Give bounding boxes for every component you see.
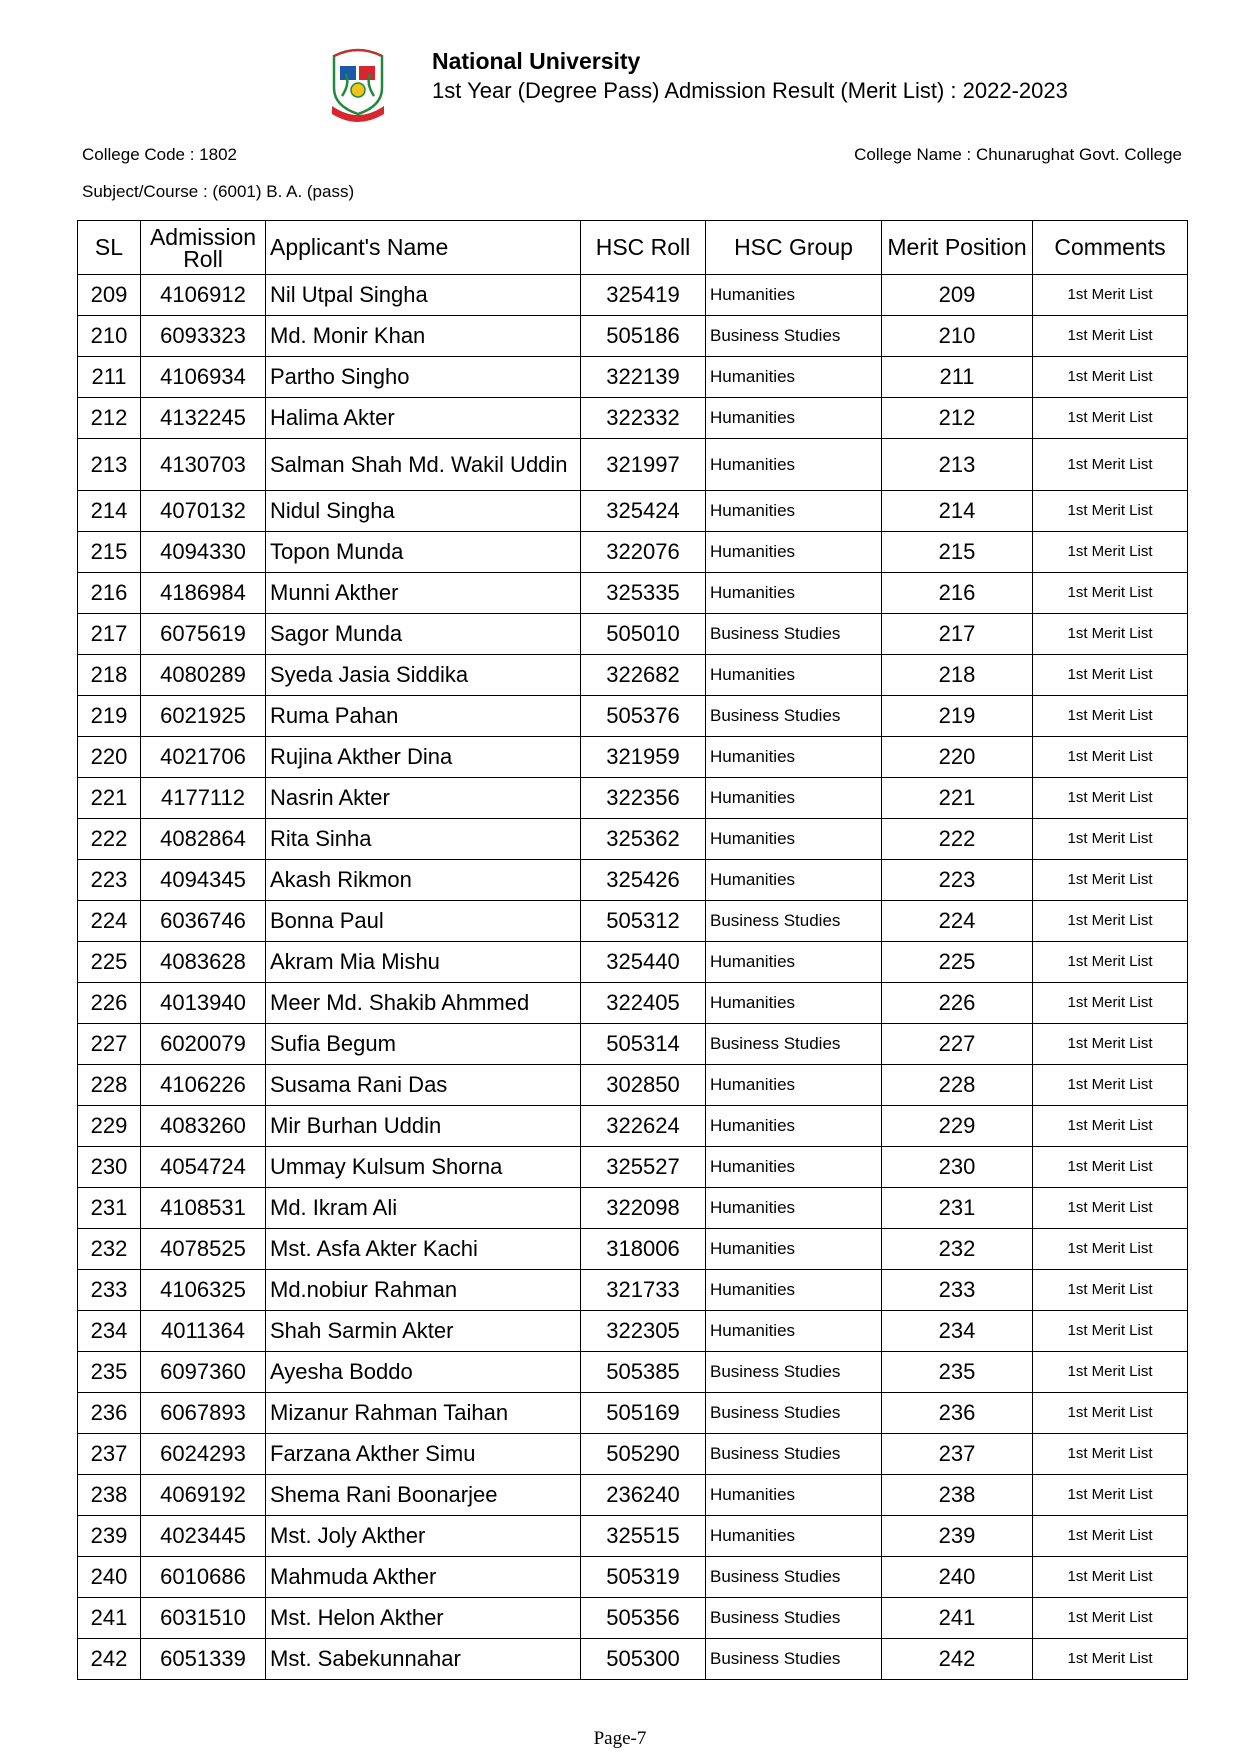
cell-hsc-roll: 321997 bbox=[581, 439, 706, 491]
cell-hsc-roll: 505169 bbox=[581, 1393, 706, 1434]
cell-comments: 1st Merit List bbox=[1033, 1516, 1188, 1557]
cell-comments: 1st Merit List bbox=[1033, 860, 1188, 901]
cell-sl: 221 bbox=[78, 778, 141, 819]
result-subtitle: 1st Year (Degree Pass) Admission Result (Merit List) : 2022-2023 bbox=[432, 78, 1068, 103]
table-row bbox=[78, 1229, 1188, 1270]
cell-hsc-group: Business Studies bbox=[706, 1434, 882, 1475]
cell-comments: 1st Merit List bbox=[1033, 1229, 1188, 1270]
cell-hsc-group: Business Studies bbox=[706, 1639, 882, 1680]
cell-hsc-roll: 325515 bbox=[581, 1516, 706, 1557]
cell-hsc-group: Business Studies bbox=[706, 1352, 882, 1393]
cell-sl: 213 bbox=[78, 439, 141, 491]
cell-hsc-group: Humanities bbox=[706, 573, 882, 614]
cell-admission-roll: 4013940 bbox=[141, 983, 266, 1024]
cell-hsc-roll: 302850 bbox=[581, 1065, 706, 1106]
cell-admission-roll: 4094330 bbox=[141, 532, 266, 573]
cell-merit-position: 213 bbox=[882, 439, 1033, 491]
cell-sl: 223 bbox=[78, 860, 141, 901]
cell-comments: 1st Merit List bbox=[1033, 655, 1188, 696]
cell-comments: 1st Merit List bbox=[1033, 1352, 1188, 1393]
cell-hsc-roll: 322076 bbox=[581, 532, 706, 573]
cell-comments: 1st Merit List bbox=[1033, 819, 1188, 860]
cell-sl: 231 bbox=[78, 1188, 141, 1229]
cell-admission-roll: 6010686 bbox=[141, 1557, 266, 1598]
cell-hsc-roll: 325419 bbox=[581, 275, 706, 316]
cell-merit-position: 235 bbox=[882, 1352, 1033, 1393]
table-row bbox=[78, 1639, 1188, 1680]
table-row bbox=[78, 275, 1188, 316]
table-row bbox=[78, 1434, 1188, 1475]
column-header-comments: Comments bbox=[1033, 221, 1188, 275]
cell-sl: 225 bbox=[78, 942, 141, 983]
cell-hsc-group: Humanities bbox=[706, 942, 882, 983]
cell-merit-position: 221 bbox=[882, 778, 1033, 819]
table-row bbox=[78, 1516, 1188, 1557]
cell-sl: 209 bbox=[78, 275, 141, 316]
cell-merit-position: 233 bbox=[882, 1270, 1033, 1311]
cell-applicant-name: Mst. Sabekunnahar bbox=[266, 1639, 581, 1680]
cell-hsc-group: Humanities bbox=[706, 819, 882, 860]
cell-applicant-name: Salman Shah Md. Wakil Uddin bbox=[266, 439, 581, 491]
cell-comments: 1st Merit List bbox=[1033, 275, 1188, 316]
cell-hsc-roll: 505385 bbox=[581, 1352, 706, 1393]
college-name: College Name : Chunarughat Govt. College bbox=[854, 145, 1182, 164]
cell-applicant-name: Ummay Kulsum Shorna bbox=[266, 1147, 581, 1188]
cell-merit-position: 226 bbox=[882, 983, 1033, 1024]
table-row bbox=[78, 1065, 1188, 1106]
cell-admission-roll: 4132245 bbox=[141, 398, 266, 439]
cell-merit-position: 240 bbox=[882, 1557, 1033, 1598]
cell-admission-roll: 4177112 bbox=[141, 778, 266, 819]
cell-merit-position: 214 bbox=[882, 491, 1033, 532]
cell-comments: 1st Merit List bbox=[1033, 1639, 1188, 1680]
cell-hsc-group: Humanities bbox=[706, 532, 882, 573]
cell-sl: 226 bbox=[78, 983, 141, 1024]
cell-hsc-group: Humanities bbox=[706, 1065, 882, 1106]
cell-sl: 214 bbox=[78, 491, 141, 532]
cell-comments: 1st Merit List bbox=[1033, 1557, 1188, 1598]
cell-applicant-name: Ayesha Boddo bbox=[266, 1352, 581, 1393]
cell-hsc-roll: 322356 bbox=[581, 778, 706, 819]
cell-admission-roll: 6093323 bbox=[141, 316, 266, 357]
cell-hsc-group: Humanities bbox=[706, 655, 882, 696]
cell-merit-position: 222 bbox=[882, 819, 1033, 860]
cell-applicant-name: Shah Sarmin Akter bbox=[266, 1311, 581, 1352]
cell-admission-roll: 6075619 bbox=[141, 614, 266, 655]
cell-merit-position: 218 bbox=[882, 655, 1033, 696]
cell-merit-position: 237 bbox=[882, 1434, 1033, 1475]
cell-admission-roll: 4083260 bbox=[141, 1106, 266, 1147]
table-row bbox=[78, 1311, 1188, 1352]
cell-hsc-group: Humanities bbox=[706, 398, 882, 439]
cell-hsc-group: Business Studies bbox=[706, 901, 882, 942]
cell-admission-roll: 6020079 bbox=[141, 1024, 266, 1065]
cell-comments: 1st Merit List bbox=[1033, 1598, 1188, 1639]
cell-comments: 1st Merit List bbox=[1033, 532, 1188, 573]
cell-merit-position: 209 bbox=[882, 275, 1033, 316]
college-code: College Code : 1802 bbox=[82, 145, 238, 164]
cell-admission-roll: 6024293 bbox=[141, 1434, 266, 1475]
cell-hsc-group: Humanities bbox=[706, 491, 882, 532]
cell-comments: 1st Merit List bbox=[1033, 778, 1188, 819]
cell-sl: 211 bbox=[78, 357, 141, 398]
cell-sl: 234 bbox=[78, 1311, 141, 1352]
cell-merit-position: 210 bbox=[882, 316, 1033, 357]
cell-hsc-roll: 322405 bbox=[581, 983, 706, 1024]
cell-applicant-name: Md. Monir Khan bbox=[266, 316, 581, 357]
subject-course: Subject/Course : (6001) B. A. (pass) bbox=[82, 182, 355, 201]
cell-hsc-group: Business Studies bbox=[706, 1024, 882, 1065]
cell-comments: 1st Merit List bbox=[1033, 1065, 1188, 1106]
cell-applicant-name: Rita Sinha bbox=[266, 819, 581, 860]
cell-comments: 1st Merit List bbox=[1033, 1188, 1188, 1229]
admission-roll-header-text: Admission Roll bbox=[149, 223, 257, 272]
cell-merit-position: 220 bbox=[882, 737, 1033, 778]
cell-merit-position: 219 bbox=[882, 696, 1033, 737]
cell-admission-roll: 4070132 bbox=[141, 491, 266, 532]
cell-admission-roll: 6036746 bbox=[141, 901, 266, 942]
table-row bbox=[78, 614, 1188, 655]
cell-comments: 1st Merit List bbox=[1033, 1106, 1188, 1147]
cell-applicant-name: Akash Rikmon bbox=[266, 860, 581, 901]
cell-sl: 220 bbox=[78, 737, 141, 778]
cell-comments: 1st Merit List bbox=[1033, 398, 1188, 439]
cell-sl: 236 bbox=[78, 1393, 141, 1434]
cell-sl: 239 bbox=[78, 1516, 141, 1557]
cell-merit-position: 211 bbox=[882, 357, 1033, 398]
cell-hsc-group: Humanities bbox=[706, 1516, 882, 1557]
cell-sl: 227 bbox=[78, 1024, 141, 1065]
cell-merit-position: 242 bbox=[882, 1639, 1033, 1680]
cell-hsc-roll: 505356 bbox=[581, 1598, 706, 1639]
cell-merit-position: 224 bbox=[882, 901, 1033, 942]
cell-applicant-name: Sagor Munda bbox=[266, 614, 581, 655]
cell-sl: 210 bbox=[78, 316, 141, 357]
cell-admission-roll: 6097360 bbox=[141, 1352, 266, 1393]
cell-comments: 1st Merit List bbox=[1033, 1024, 1188, 1065]
cell-admission-roll: 4069192 bbox=[141, 1475, 266, 1516]
cell-applicant-name: Ruma Pahan bbox=[266, 696, 581, 737]
cell-applicant-name: Rujina Akther Dina bbox=[266, 737, 581, 778]
cell-merit-position: 223 bbox=[882, 860, 1033, 901]
cell-admission-roll: 4130703 bbox=[141, 439, 266, 491]
cell-comments: 1st Merit List bbox=[1033, 901, 1188, 942]
table-row bbox=[78, 778, 1188, 819]
table-row bbox=[78, 1188, 1188, 1229]
cell-admission-roll: 6067893 bbox=[141, 1393, 266, 1434]
cell-comments: 1st Merit List bbox=[1033, 1147, 1188, 1188]
table-row bbox=[78, 532, 1188, 573]
table-row bbox=[78, 316, 1188, 357]
table-row bbox=[78, 1598, 1188, 1639]
table-row bbox=[78, 1475, 1188, 1516]
cell-hsc-group: Humanities bbox=[706, 275, 882, 316]
cell-applicant-name: Halima Akter bbox=[266, 398, 581, 439]
cell-hsc-group: Business Studies bbox=[706, 1393, 882, 1434]
table-row bbox=[78, 1147, 1188, 1188]
cell-hsc-group: Humanities bbox=[706, 1475, 882, 1516]
cell-merit-position: 229 bbox=[882, 1106, 1033, 1147]
cell-sl: 233 bbox=[78, 1270, 141, 1311]
table-row bbox=[78, 1352, 1188, 1393]
cell-hsc-group: Humanities bbox=[706, 1188, 882, 1229]
cell-hsc-roll: 325424 bbox=[581, 491, 706, 532]
cell-hsc-group: Humanities bbox=[706, 1270, 882, 1311]
cell-applicant-name: Shema Rani Boonarjee bbox=[266, 1475, 581, 1516]
cell-hsc-group: Business Studies bbox=[706, 1598, 882, 1639]
table-body bbox=[78, 275, 1188, 1680]
column-header-hsc-group: HSC Group bbox=[706, 221, 882, 275]
cell-sl: 215 bbox=[78, 532, 141, 573]
cell-hsc-group: Business Studies bbox=[706, 696, 882, 737]
table-row bbox=[78, 439, 1188, 491]
cell-hsc-group: Business Studies bbox=[706, 614, 882, 655]
cell-admission-roll: 4023445 bbox=[141, 1516, 266, 1557]
cell-admission-roll: 4106934 bbox=[141, 357, 266, 398]
cell-hsc-roll: 505312 bbox=[581, 901, 706, 942]
cell-sl: 217 bbox=[78, 614, 141, 655]
cell-sl: 219 bbox=[78, 696, 141, 737]
cell-hsc-group: Humanities bbox=[706, 1311, 882, 1352]
cell-sl: 222 bbox=[78, 819, 141, 860]
cell-merit-position: 241 bbox=[882, 1598, 1033, 1639]
cell-sl: 241 bbox=[78, 1598, 141, 1639]
cell-comments: 1st Merit List bbox=[1033, 942, 1188, 983]
cell-applicant-name: Nil Utpal Singha bbox=[266, 275, 581, 316]
cell-merit-position: 236 bbox=[882, 1393, 1033, 1434]
cell-comments: 1st Merit List bbox=[1033, 1393, 1188, 1434]
cell-sl: 232 bbox=[78, 1229, 141, 1270]
cell-hsc-roll: 505300 bbox=[581, 1639, 706, 1680]
cell-merit-position: 232 bbox=[882, 1229, 1033, 1270]
cell-merit-position: 216 bbox=[882, 573, 1033, 614]
cell-applicant-name: Bonna Paul bbox=[266, 901, 581, 942]
cell-sl: 237 bbox=[78, 1434, 141, 1475]
cell-comments: 1st Merit List bbox=[1033, 316, 1188, 357]
cell-merit-position: 234 bbox=[882, 1311, 1033, 1352]
cell-admission-roll: 6031510 bbox=[141, 1598, 266, 1639]
cell-applicant-name: Md.nobiur Rahman bbox=[266, 1270, 581, 1311]
cell-hsc-group: Humanities bbox=[706, 778, 882, 819]
table-row bbox=[78, 860, 1188, 901]
cell-applicant-name: Partho Singho bbox=[266, 357, 581, 398]
cell-merit-position: 227 bbox=[882, 1024, 1033, 1065]
column-header-applicant-name: Applicant's Name bbox=[266, 221, 581, 275]
cell-applicant-name: Mir Burhan Uddin bbox=[266, 1106, 581, 1147]
cell-admission-roll: 4106226 bbox=[141, 1065, 266, 1106]
cell-applicant-name: Munni Akther bbox=[266, 573, 581, 614]
table-row bbox=[78, 696, 1188, 737]
university-title: National University bbox=[432, 48, 641, 74]
cell-applicant-name: Susama Rani Das bbox=[266, 1065, 581, 1106]
cell-applicant-name: Md. Ikram Ali bbox=[266, 1188, 581, 1229]
cell-hsc-roll: 505376 bbox=[581, 696, 706, 737]
cell-hsc-group: Humanities bbox=[706, 1229, 882, 1270]
table-row bbox=[78, 901, 1188, 942]
column-header-sl: SL bbox=[78, 221, 141, 275]
cell-comments: 1st Merit List bbox=[1033, 1311, 1188, 1352]
cell-admission-roll: 4021706 bbox=[141, 737, 266, 778]
cell-comments: 1st Merit List bbox=[1033, 1270, 1188, 1311]
cell-hsc-roll: 322139 bbox=[581, 357, 706, 398]
cell-hsc-group: Humanities bbox=[706, 860, 882, 901]
table-row bbox=[78, 655, 1188, 696]
cell-merit-position: 239 bbox=[882, 1516, 1033, 1557]
cell-hsc-roll: 322682 bbox=[581, 655, 706, 696]
cell-admission-roll: 4078525 bbox=[141, 1229, 266, 1270]
cell-comments: 1st Merit List bbox=[1033, 1475, 1188, 1516]
cell-admission-roll: 4186984 bbox=[141, 573, 266, 614]
cell-merit-position: 212 bbox=[882, 398, 1033, 439]
cell-merit-position: 217 bbox=[882, 614, 1033, 655]
cell-hsc-roll: 505186 bbox=[581, 316, 706, 357]
cell-hsc-group: Business Studies bbox=[706, 1557, 882, 1598]
header-titles bbox=[432, 46, 1068, 106]
cell-hsc-roll: 505319 bbox=[581, 1557, 706, 1598]
cell-hsc-roll: 321959 bbox=[581, 737, 706, 778]
cell-hsc-roll: 325527 bbox=[581, 1147, 706, 1188]
cell-sl: 235 bbox=[78, 1352, 141, 1393]
cell-applicant-name: Nidul Singha bbox=[266, 491, 581, 532]
cell-admission-roll: 4094345 bbox=[141, 860, 266, 901]
cell-hsc-roll: 505290 bbox=[581, 1434, 706, 1475]
table-row bbox=[78, 1106, 1188, 1147]
cell-hsc-group: Humanities bbox=[706, 983, 882, 1024]
table-row bbox=[78, 357, 1188, 398]
cell-merit-position: 230 bbox=[882, 1147, 1033, 1188]
cell-admission-roll: 4106325 bbox=[141, 1270, 266, 1311]
cell-sl: 212 bbox=[78, 398, 141, 439]
cell-comments: 1st Merit List bbox=[1033, 573, 1188, 614]
cell-sl: 224 bbox=[78, 901, 141, 942]
cell-hsc-roll: 325335 bbox=[581, 573, 706, 614]
column-header-admission-roll bbox=[141, 221, 266, 275]
cell-sl: 240 bbox=[78, 1557, 141, 1598]
cell-hsc-group: Business Studies bbox=[706, 316, 882, 357]
cell-applicant-name: Mst. Joly Akther bbox=[266, 1516, 581, 1557]
cell-hsc-group: Humanities bbox=[706, 1147, 882, 1188]
cell-admission-roll: 4082864 bbox=[141, 819, 266, 860]
cell-hsc-roll: 322305 bbox=[581, 1311, 706, 1352]
cell-comments: 1st Merit List bbox=[1033, 491, 1188, 532]
cell-admission-roll: 4108531 bbox=[141, 1188, 266, 1229]
cell-admission-roll: 4083628 bbox=[141, 942, 266, 983]
cell-admission-roll: 6051339 bbox=[141, 1639, 266, 1680]
cell-applicant-name: Mst. Helon Akther bbox=[266, 1598, 581, 1639]
cell-applicant-name: Farzana Akther Simu bbox=[266, 1434, 581, 1475]
cell-comments: 1st Merit List bbox=[1033, 696, 1188, 737]
cell-merit-position: 228 bbox=[882, 1065, 1033, 1106]
cell-hsc-group: Humanities bbox=[706, 737, 882, 778]
cell-hsc-roll: 505010 bbox=[581, 614, 706, 655]
cell-hsc-group: Humanities bbox=[706, 357, 882, 398]
cell-admission-roll: 4106912 bbox=[141, 275, 266, 316]
table-row bbox=[78, 942, 1188, 983]
cell-merit-position: 215 bbox=[882, 532, 1033, 573]
cell-hsc-roll: 505314 bbox=[581, 1024, 706, 1065]
table-row bbox=[78, 1393, 1188, 1434]
cell-applicant-name: Akram Mia Mishu bbox=[266, 942, 581, 983]
cell-comments: 1st Merit List bbox=[1033, 357, 1188, 398]
table-row bbox=[78, 491, 1188, 532]
cell-merit-position: 238 bbox=[882, 1475, 1033, 1516]
cell-hsc-roll: 322098 bbox=[581, 1188, 706, 1229]
cell-hsc-roll: 325440 bbox=[581, 942, 706, 983]
cell-comments: 1st Merit List bbox=[1033, 737, 1188, 778]
cell-admission-roll: 4011364 bbox=[141, 1311, 266, 1352]
cell-applicant-name: Mahmuda Akther bbox=[266, 1557, 581, 1598]
cell-merit-position: 225 bbox=[882, 942, 1033, 983]
cell-applicant-name: Mizanur Rahman Taihan bbox=[266, 1393, 581, 1434]
cell-sl: 229 bbox=[78, 1106, 141, 1147]
cell-admission-roll: 6021925 bbox=[141, 696, 266, 737]
table-row bbox=[78, 1557, 1188, 1598]
merit-list-table bbox=[77, 220, 1188, 1680]
cell-hsc-group: Humanities bbox=[706, 1106, 882, 1147]
cell-hsc-roll: 318006 bbox=[581, 1229, 706, 1270]
cell-sl: 230 bbox=[78, 1147, 141, 1188]
page-number: Page-7 bbox=[593, 1728, 647, 1749]
cell-sl: 216 bbox=[78, 573, 141, 614]
table-row bbox=[78, 983, 1188, 1024]
cell-applicant-name: Meer Md. Shakib Ahmmed bbox=[266, 983, 581, 1024]
cell-sl: 218 bbox=[78, 655, 141, 696]
cell-admission-roll: 4080289 bbox=[141, 655, 266, 696]
cell-applicant-name: Sufia Begum bbox=[266, 1024, 581, 1065]
cell-hsc-roll: 325426 bbox=[581, 860, 706, 901]
table-row bbox=[78, 819, 1188, 860]
cell-sl: 242 bbox=[78, 1639, 141, 1680]
cell-merit-position: 231 bbox=[882, 1188, 1033, 1229]
cell-hsc-roll: 321733 bbox=[581, 1270, 706, 1311]
table-row bbox=[78, 573, 1188, 614]
column-header-hsc-roll: HSC Roll bbox=[581, 221, 706, 275]
cell-hsc-roll: 325362 bbox=[581, 819, 706, 860]
cell-sl: 228 bbox=[78, 1065, 141, 1106]
cell-hsc-roll: 236240 bbox=[581, 1475, 706, 1516]
cell-applicant-name: Nasrin Akter bbox=[266, 778, 581, 819]
cell-applicant-name: Syeda Jasia Siddika bbox=[266, 655, 581, 696]
cell-comments: 1st Merit List bbox=[1033, 983, 1188, 1024]
cell-admission-roll: 4054724 bbox=[141, 1147, 266, 1188]
column-header-merit-position: Merit Position bbox=[882, 221, 1033, 275]
national-university-logo-icon bbox=[326, 44, 390, 122]
table-row bbox=[78, 1270, 1188, 1311]
table-row bbox=[78, 1024, 1188, 1065]
cell-hsc-group: Humanities bbox=[706, 439, 882, 491]
cell-hsc-roll: 322624 bbox=[581, 1106, 706, 1147]
cell-applicant-name: Topon Munda bbox=[266, 532, 581, 573]
table-header-row bbox=[78, 221, 1188, 275]
table-row bbox=[78, 398, 1188, 439]
table-row bbox=[78, 737, 1188, 778]
cell-comments: 1st Merit List bbox=[1033, 439, 1188, 491]
cell-hsc-roll: 322332 bbox=[581, 398, 706, 439]
cell-applicant-name: Mst. Asfa Akter Kachi bbox=[266, 1229, 581, 1270]
cell-comments: 1st Merit List bbox=[1033, 1434, 1188, 1475]
cell-comments: 1st Merit List bbox=[1033, 614, 1188, 655]
cell-sl: 238 bbox=[78, 1475, 141, 1516]
